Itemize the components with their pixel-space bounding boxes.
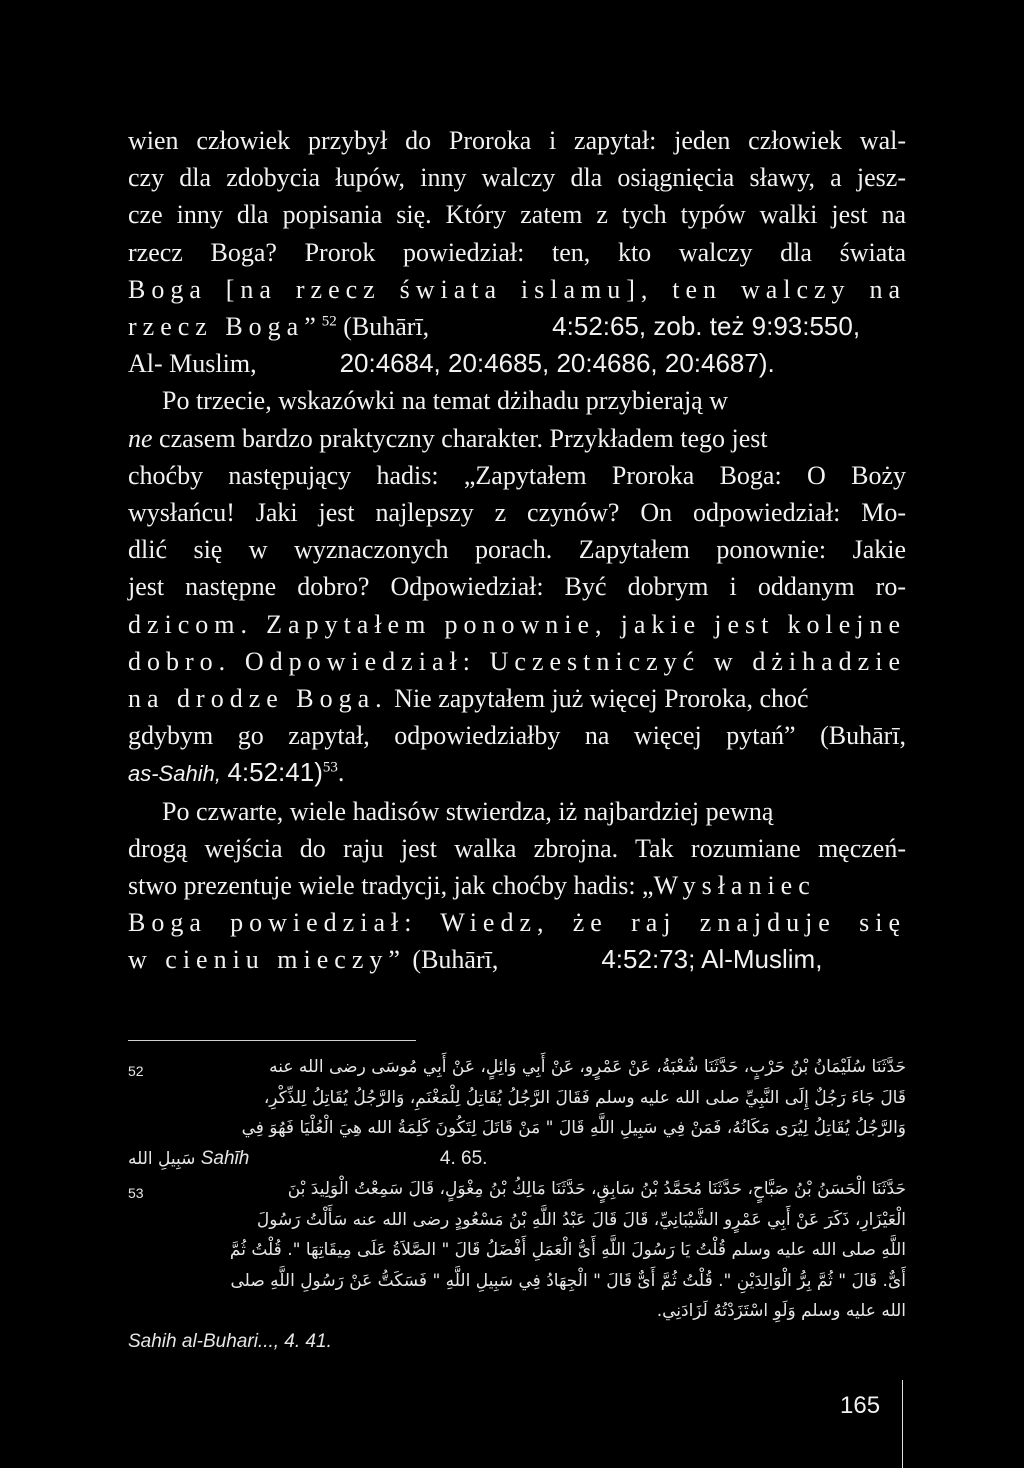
text-line: drogą wejścia do raju jest walka zbrojna. Tak rozumiane męczeń- (128, 833, 906, 863)
source-ref: 4. 65. (439, 1147, 488, 1169)
text-line (128, 680, 906, 717)
arabic-fragment: سَبِيلِ الله (128, 1148, 196, 1169)
spaced-phrase: w cieniu mieczy” (128, 945, 406, 975)
text-line (128, 941, 906, 978)
arabic-line: اللَّهِ صلى الله عليه وسلم قُلْتُ يَا رَسُولَ اللَّهِ أَىُّ الْعَمَلِ أَفْضَلُ قَالَ " الصَّلاَةُ عَلَى مِيقَاتِهَا ". قُلْتُ ثُمَّ (229, 1240, 906, 1260)
page-number: 165 (840, 1392, 881, 1419)
text-line: cze inny dla popisania się. Który zatem z tych typów walki jest na (128, 200, 906, 230)
text-line: Boga powiedział: Wiedz, że raj znajduje się (128, 908, 906, 938)
arabic-line: أَىٌّ. قَالَ " ثُمَّ بِرُّ الْوَالِدَيْنِ ". قُلْتُ ثُمَّ أَىٌّ قَالَ " الْجِهَادُ فِي سَبِيلِ اللَّهِ " فَسَكَتُّ عَنْ رَسُولِ اللَّهِ صلى (230, 1270, 906, 1291)
source-title: as-Sahih, (128, 761, 221, 787)
main-text (128, 122, 906, 979)
text-line: dlić się w wyznaczonych porach. Zapytałem ponownie: Jakie (128, 535, 906, 565)
footnote-ref-53: 53 (322, 759, 338, 776)
arabic-line: حَدَّثَنَا سُلَيْمَانُ بْنُ حَرْبٍ، حَدَّثَنَا شُعْبَةُ، عَنْ عَمْرٍو، عَنْ أَبِي وَائِلٍ، عَنْ أَبِي مُوسَى رضى الله عنه (269, 1057, 906, 1077)
footnotes (128, 1052, 906, 1357)
text-line: Boga [na rzecz świata islamu], ten walczy na (128, 274, 906, 304)
text-line: as-Sahih, 4:52:41)$^{53}$. (128, 757, 345, 788)
page-number-rule (902, 1380, 903, 1468)
text-fragment: stwo prezentuje wiele tradycji, jak choćby hadis: „ (128, 871, 654, 901)
citation-ref: 20:4684, 20:4685, 20:4686, 20:4687). (339, 348, 775, 379)
citation: (Buhārī, (343, 312, 430, 342)
spaced-phrase: Wysłaniec (653, 871, 816, 901)
text-line: choćby następujący hadis: „Zapytałem Proroka Boga: O Boży (128, 460, 906, 490)
footnote-source-line (128, 1144, 906, 1175)
text-line: dobro. Odpowiedział: Uczestniczyć w dżihadzie (128, 646, 906, 676)
citation-ref: 4:52:41) (227, 757, 323, 788)
footnote-53 (128, 1174, 906, 1357)
text-line: wysłańcu! Jaki jest najlepszy z czynów? On odpowiedział: Mo- (128, 498, 906, 528)
text-line: Po czwarte, wiele hadisów stwierdza, iż najbardziej pewną (162, 796, 774, 826)
text-line (128, 345, 906, 382)
spaced-phrase: na drodze Boga. (128, 684, 388, 714)
arabic-line: الله عليه وسلم وَلَوِ اسْتَزَدْتُهُ لَزَادَنِي. (656, 1301, 906, 1321)
citation-ref: 4:52:65, zob. też 9:93:550, (552, 311, 861, 342)
footnote-number: 53 (128, 1185, 144, 1201)
arabic-line: وَالرَّجُلُ يُقَاتِلُ لِيُرَى مَكَانُهُ، فَمَنْ فِي سَبِيلِ اللَّهِ قَالَ " مَنْ قَاتَلَ لِتَكُونَ كَلِمَةُ الله هِيَ الْعُلْيَا فَهُوَ فِي (241, 1118, 906, 1138)
arabic-line: الْعَيْزَارِ، ذَكَرَ عَنْ أَبِي عَمْرٍو الشَّيْبَانِيِّ، قَالَ قَالَ عَبْدُ اللَّهِ بْنُ مَسْعُودٍ رضى الله عنه سَأَلْتُ رَسُولَ (256, 1209, 906, 1230)
text-line: jest następne dobro? Odpowiedział: Być dobrym i oddanym ro- (128, 572, 906, 602)
spaced-phrase: rzecz Boga” (128, 312, 322, 342)
arabic-line: حَدَّثَنَا الْحَسَنُ بْنُ صَبَّاحٍ، حَدَّثَنَا مُحَمَّدُ بْنُ سَابِقٍ، حَدَّثَنَا مَالِكُ بْنُ مِغْوَلٍ، قَالَ سَمِعْتُ الْوَلِيدَ بْنَ (287, 1179, 906, 1199)
citation-ref: 4:52:73; Al-Muslim, (601, 944, 823, 975)
citation: Al- Muslim, (128, 349, 257, 379)
text-fragment: czasem bardzo praktyczny charakter. Przykładem tego jest (159, 423, 768, 453)
text-line: wien człowiek przybył do Proroka i zapytał: jeden człowiek wal- (128, 126, 906, 155)
text-line: dzicom. Zapytałem ponownie, jakie jest kolejne (128, 609, 906, 639)
text-line: czy dla zdobycia łupów, inny walczy dla osiągnięcia sławy, a jesz- (128, 163, 906, 193)
text-line (128, 867, 906, 904)
text-line (128, 420, 906, 457)
arabic-line: قَالَ جَاءَ رَجُلٌ إِلَى النَّبِيِّ صلى الله عليه وسلم فَقَالَ الرَّجُلُ يُقَاتِلُ لِلْمَغْنَمِ، وَالرَّجُلُ يُقَاتِلُ لِلذِّكْرِ، (263, 1087, 906, 1108)
text-line: gdybym go zapytał, odpowiedziałby na więcej pytań” (Buhārī, (128, 721, 906, 751)
citation: (Buhārī, (412, 945, 499, 975)
source-title: Sahīh (200, 1147, 250, 1169)
text-line: Po trzecie, wskazówki na temat dżihadu przybierają w (162, 386, 728, 416)
text-line: rzecz Boga? Prorok powiedział: ten, kto walczy dla świata (128, 237, 906, 267)
fragment: ne (128, 423, 153, 453)
footnote-source: Sahih al-Buhari..., 4. 41. (128, 1330, 332, 1352)
footnote-divider (128, 1040, 416, 1041)
text-line (128, 308, 906, 345)
footnote-ref-52: 52 (321, 313, 337, 330)
footnote-number: 52 (128, 1063, 144, 1079)
text-fragment: Nie zapytałem już więcej Proroka, choć (394, 684, 809, 714)
footnote-52 (128, 1052, 906, 1174)
